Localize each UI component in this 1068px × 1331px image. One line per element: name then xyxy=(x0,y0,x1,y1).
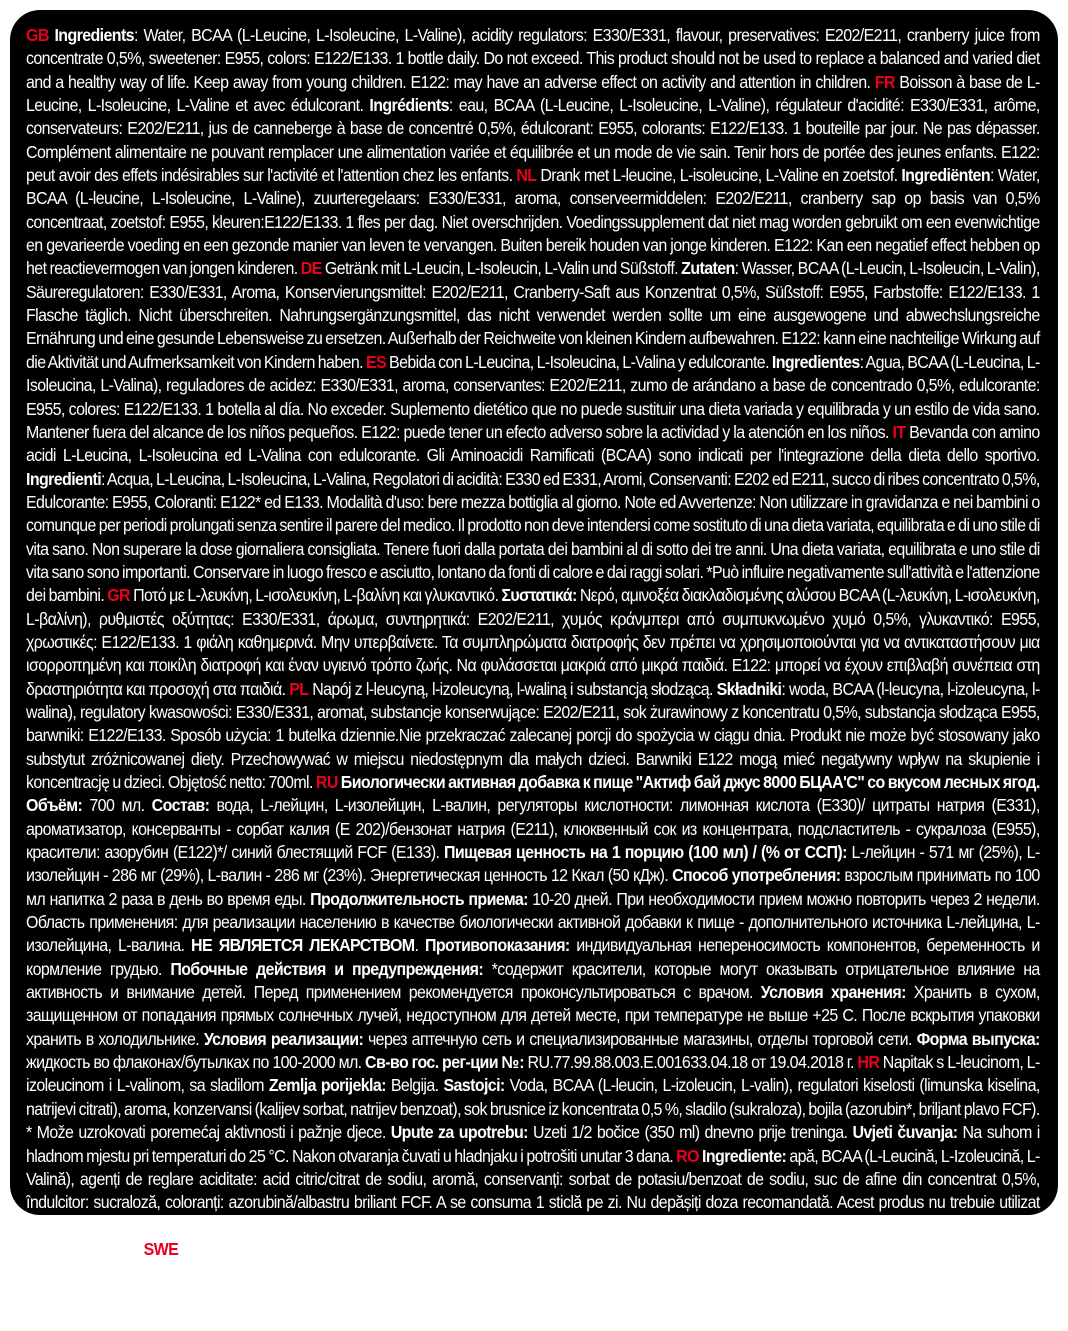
section-text: Getränk mit L-Leucin, L-Isoleucin, L-Valin und Süßstoff. xyxy=(321,258,682,279)
section-heading: Ingredientes xyxy=(771,351,860,372)
section-text: Drank met L-leucine, L-isoleucine, L-Valine en zoetstof. xyxy=(536,165,902,186)
section-text: . xyxy=(414,935,425,956)
section-text: Bevanda con amino acidi L-Leucina, L-Isoleucina ed L-Valina con edulcorante. Gli Aminoacidi Ramificati (BCAA) sono indicati per l'integrazione della dieta dello sportivo. xyxy=(26,421,1040,466)
section-text: Хранить в сухом, защищенном от попадания прямых солнечных лучей, недоступном для детей месте, при температуре не выше +25 С. После вскрытия упаковки хранить в холодильнике. xyxy=(26,982,1040,1049)
section-text: *содержит красители, которые могут оказывать отрицательное влияние на активность и внимание детей. Перед применением рекомендуется проконсультироваться с врачом. xyxy=(26,958,1040,1003)
section-heading: Побочные действия и предупреждения: xyxy=(170,958,484,979)
language-code-hr: HR xyxy=(857,1052,880,1073)
section-heading: Состав: xyxy=(151,795,210,816)
section-text: индивидуальная непереносимость компонентов, беременность и кормление грудью. xyxy=(26,935,1040,979)
language-code-fr: FR xyxy=(874,71,895,92)
section-text: 700 мл. xyxy=(82,795,152,816)
section-heading: Условия хранения: xyxy=(760,982,906,1003)
language-code-es: ES xyxy=(365,351,387,372)
section-text: Napój z l-leucyną, l-izoleucyną, l-waliną i substancją słodzącą. xyxy=(308,678,717,699)
section-heading: Св-во гос. рег-ции №: xyxy=(365,1052,525,1073)
section-heading: Zemlja porijekla: xyxy=(268,1075,386,1096)
section-heading: Uvjeti čuvanja: xyxy=(852,1122,958,1143)
section-text: : eau, BCAA (L-Leucine, L-Isoleucine, L-Valine), régulateur d'acidité: E330/E331, arôme, conservateurs: E202/E211, jus de canneberge à base de concentré 0,5%, édulcorant: E955, colorants: E122/E133. 1 bouteille par jour. Ne pas dépasser. Complément alimentaire ne pouvant remplacer une alimentation variée et équilibrée et un mode de vie sain. Tenir hors de portée des jeunes enfants. E122: peut avoir des effets indésirables sur l'activité et l'attention chez les enfants. xyxy=(26,95,1040,186)
section-text: vatten, BCAA (L-leucin, L-isoleucin, L-valin), surhetsregulatorer: E330/E331, smak, konserveringsmedel: E202, E211, citronsaftkoncentrat 0,5%, sötningsmedel: E955, färger: E122/E133. En flaska om dagen. Överstiga inte rekommendationen. Produkten ersätter inte en balanserad och varierad kost och en hälsosam livsstil. Förvaras oåtkomligt för små barn. E122: Kan ha negativ inverkan på barns aktivitet och försämra alertness. xyxy=(26,1238,1040,1329)
section-text: Boisson à base de L-Leucine, L-Isoleucine, L-Valine et avec édulcorant. xyxy=(26,71,1040,116)
section-text: Belgija. xyxy=(385,1075,444,1096)
language-code-gr: GR xyxy=(107,585,131,606)
section-heading: Противопоказания: xyxy=(424,935,570,956)
language-code-gb: GB xyxy=(26,25,49,45)
section-text: Ποτό με L-λευκίνη, L-ισολευκίνη, L-βαλίνη και γλυκαντικό. xyxy=(130,585,502,606)
section-heading: Биологически активная добавка к пище "Актиф бай джус 8000 БЦАА'С" со вкусом лесных ягод. Объём: xyxy=(26,772,1040,816)
section-heading: Форма выпуска: xyxy=(916,1028,1040,1049)
section-heading: Składniki xyxy=(716,678,782,699)
section-heading: Upute za upotrebu: xyxy=(390,1122,528,1143)
section-text: взрослым принимать по 100 мл напитка 2 раза в день во время еды. xyxy=(26,865,1040,909)
section-text: apă, BCAA (L-Leucină, L-Izoleucină, L-Valină), agenți de reglare aciditate: acid citric/citrat de sodiu, aromă, conservanți: sorbat de potasiu/benzoat de sodiu, suc de afine din concentrat 0,5%, îndulcitor: sucraloză, coloranți: azorubină/albastru briliant FCF. A se consuma 1 sticlă pe zi. Nu depășiți doza recomandată. Acest produs nu trebuie utilizat pentru a înlocui o dietă echilibrată și variată și un stil de viață sănătos. A nu se lăsa la îndemâna copiilor. Azorubina poate avea un efect advers asupra activității și atenției copiilor. xyxy=(26,1145,1040,1259)
section-text: RU.77.99.88.003.E.001633.04.18 от 19.04.2018 г. xyxy=(524,1052,858,1073)
section-text: Uzeti 1/2 bočice (350 ml) dnevno prije treninga. xyxy=(527,1122,853,1143)
language-code-de: DE xyxy=(300,258,322,279)
section-heading: Ingrediente: xyxy=(702,1145,787,1166)
section-heading: Ingredients xyxy=(54,25,134,45)
section-heading: Ingredienser: xyxy=(182,1238,276,1259)
section-text: 10-20 дней. При необходимости прием можно повторить через 2 недели. Область применения: для реализации населению в качестве биологически активной добавки к пище - дополнительного источника L-лейцина, L- изолейцина, L-валина. xyxy=(26,888,1040,956)
section-heading: Способ употребления: xyxy=(672,865,841,886)
section-text: вода, L-лейцин, L-изолейцин, L-валин, регуляторы кислотности: лимонная кислота (E330)/ цитраты натрия (E331), ароматизатор, консерванты - сорбат калия (E 202)/бензонат натрия (E211), клюквенный сок из концентрата, подсластитель - сукралоза (E955), красители: азорубин (E122)*/ синий блестящий FCF (E133). xyxy=(26,795,1040,863)
section-text: : Wasser, BCAA (L-Leucin, L-Isoleucin, L-Valin), Säureregulatoren: E330/E331, Aroma, Konservierungsmittel: E202/E211, Cranberry-Saft aus Konzentrat 0,5%, Süßstoff: E955, Farbstoffe: E122/E133. 1 Flasche täglich. Nicht überschreiten. Nahrungsergänzungsmittel, das nicht verwendet werden sollte um eine ausgewogene und abwechslungsreiche Ernährung und eine gesunde Lebensweise zu ersetzen. Außerhalb der Reichweite von kleinen Kindern aufbewahren. E122: kann eine nachteilige Wirkung auf die Aktivität und Aufmerksamkeit von Kindern haben. xyxy=(26,258,1040,372)
section-text: Νερό, αμινοξέα διακλαδισμένης αλύσου BCAA (L-λευκίνη, L-ισολευκίνη, L-βαλίνη), ρυθμιστές οξύτητας: E330/E331, άρωμα, συντηρητικά: E202/E211, χυμός κράνμπερι από συμπυκνωμένο χυμό 0,5%, γλυκαντικό: E955, χρωστικές: E122/E133. 1 φιάλη καθημερινά. Μην υπερβαίνετε. Τα συμπληρώματα διατροφής δεν πρέπει να χρησιμοποιούνται για να αντικαταστήσουν μια ισορροπημένη και ποικίλη διατροφή και έναν υγιεινό τρόπο ζωής. Να φυλάσσεται μακριά από μικρά παιδιά. E122: μπορεί να έχουν επιβλαβή συνέπεια στη δραστηριότητα και προσοχή στα παιδιά. xyxy=(26,585,1040,699)
section-text: : Agua, BCAA (L-Leucina, L-Isoleucina, L-Valina), reguladores de acidez: E330/E331, aroma, conservantes: E202/E211, zumo de arándano a base de concentrado 0,5%, edulcorante: E955, colores: E122/E133. 1 botella al día. No exceder. Suplemento dietético que no puede sustituir una dieta variada y equilibrada y un estilo de vida sano. Mantener fuera del alcance de los niños pequeños. E122: puede tener un efecto adverso sobre la actividad y la atención en los niños. xyxy=(26,351,1040,442)
section-text: : Acqua, L-Leucina, L-Isoleucina, L-Valina, Regolatori di acidità: E330 ed E331, Aromi, Conservanti: E202 ed E211, succo di ribes concentrato 0,5%, Edulcorante: E955, Coloranti: E122* ed E133. Modalità d'uso: bere mezza bottiglia al giorno. Note ed Avvertenze: Non utilizzare in gravidanza e nei bambini o comunque per periodi prolungati senza sentire il parere del medico. Il prodotto non deve intendersi come sostituto di una dieta variata, equilibrata e di uno stile di vita sano. Non superare la dose giornaliera consigliata. Tenere fuori dalla portata dei bambini al di sotto dei tre anni. Una dieta variata, equilibrata e uno stile di vita sano sono importanti. Conservare in luogo fresco e asciutto, lontano da fonti di calore e dai raggi solari. *Può influire negativamente sull'attività e l'attenzione dei bambini. xyxy=(26,468,1040,606)
language-code-ru: RU xyxy=(315,772,338,792)
section-text: L-лейцин - 571 мг (25%), L-изолейцин - 286 мг (29%), L-валин - 286 мг (23%). Энергетическая ценность 12 Ккал (50 кДж). xyxy=(26,842,1040,886)
section-heading: Ingredienti xyxy=(26,468,102,489)
section-heading: Пищевая ценность на 1 порцию (100 мл) / (% от ССП): xyxy=(444,842,847,863)
section-text: Na suhom i hladnom mjestu pri temperaturi do 25 °C. Nakon otvaranja čuvati u hladnjaku i potrošiti unutar 3 dana. xyxy=(26,1122,1040,1166)
ingredients-label-panel xyxy=(10,10,1058,1329)
section-text: Voda, BCAA (L-leucin, L-izoleucin, L-valin), regulatori kiselosti (limunska kiselina, natrijevi citrati), aroma, konzervansi (kalijev sorbat, natrijev benzoat), sok brusnice iz koncentrata 0,5 %, sladilo (sukraloza), bojila (azorubin*, briljant plavo FCF). * Može uzrokovati poremećaj aktivnosti i pažnje djece. xyxy=(26,1075,1040,1143)
language-code-swe: SWE xyxy=(143,1238,179,1259)
section-text: жидкость во флаконах/бутылках по 100-2000 мл. xyxy=(26,1052,366,1073)
section-heading: Sastojci: xyxy=(443,1075,505,1096)
section-heading: Ingrediënten xyxy=(901,165,991,186)
section-heading: Zutaten xyxy=(681,258,735,279)
section-heading: Условия реализации: xyxy=(203,1028,364,1049)
language-code-ro: RO xyxy=(676,1145,699,1166)
section-text: через аптечную сеть и специализированные магазины, отделы торговой сети. xyxy=(363,1028,917,1049)
language-code-it: IT xyxy=(892,421,906,442)
section-text: : Water, BCAA (L-leucine, L-Isoleucine, L-Valine), zuurteregelaars: E330/E331, aroma, conserveermiddelen: E202/E211, cranberry sap op basis van 0,5% concentraat, zoetstof: E955, kleuren:E122/E133. 1 fles per dag. Niet overschrijden. Voedingssupplement dat niet mag worden gebruikt om een evenwichtige en gevarieerde voeding en een gezonde manier van leven te vervangen. Buiten bereik houden van jonge kinderen. E122: Kan een negatief effect hebben op het reactievermogen van jongen kinderen. xyxy=(26,165,1040,279)
section-heading: Ingrédients xyxy=(369,95,449,116)
section-text: Bebida con L-Leucina, L-Isoleucina, L-Valina y edulcorante. xyxy=(386,351,772,372)
section-heading: НЕ ЯВЛЯЕТСЯ ЛЕКАРСТВОМ xyxy=(191,935,415,956)
section-heading: Συστατικά: xyxy=(501,585,577,606)
section-text: Napitak s L-leucinom, L-izoleucinom i L-valinom, sa sladilom xyxy=(26,1052,1040,1096)
language-code-pl: PL xyxy=(289,678,309,699)
section-heading: Продолжительность приема: xyxy=(310,888,528,909)
section-text: : woda, BCAA (l-leucyna, l-izoleucyna, l-walina), regulatory kwasowości: E330/E331, aromat, substancje konserwujące: E202/E211, sok żurawinowy z koncentratu 0,5%, substancja słodząca E955, barwniki: E122/E133. Sposób użycia: 1 butelka dziennie.Nie przekraczać zalecanej porcji do spożycia w ciągu dnia. Produkt nie może być stosowany jako substytut zróżnicowanej diety. Przechowywać w miejscu niedostępnym dla małych dzieci. Barwniki E122 mogą mieć negatywny wpływ na skupienie i koncentrację u dzieci. Objętość netto: 700ml. xyxy=(26,678,1040,792)
section-text: : Water, BCAA (L-Leucine, L-Isoleucine, L-Valine), acidity regulators: E330/E331, flavour, preservatives: E202/E211, cranberry juice from concentrate 0,5%, sweetener: E955, colors: E122/E133. 1 bottle daily. Do not exceed. This product should not be used to replace a balanced and varied diet and a healthy way of life. Keep away from young children. E122: may have an adverse effect on activity and attention in children. xyxy=(26,25,1040,92)
language-code-nl: NL xyxy=(516,165,537,186)
multilingual-ingredients-text xyxy=(26,24,1040,1331)
